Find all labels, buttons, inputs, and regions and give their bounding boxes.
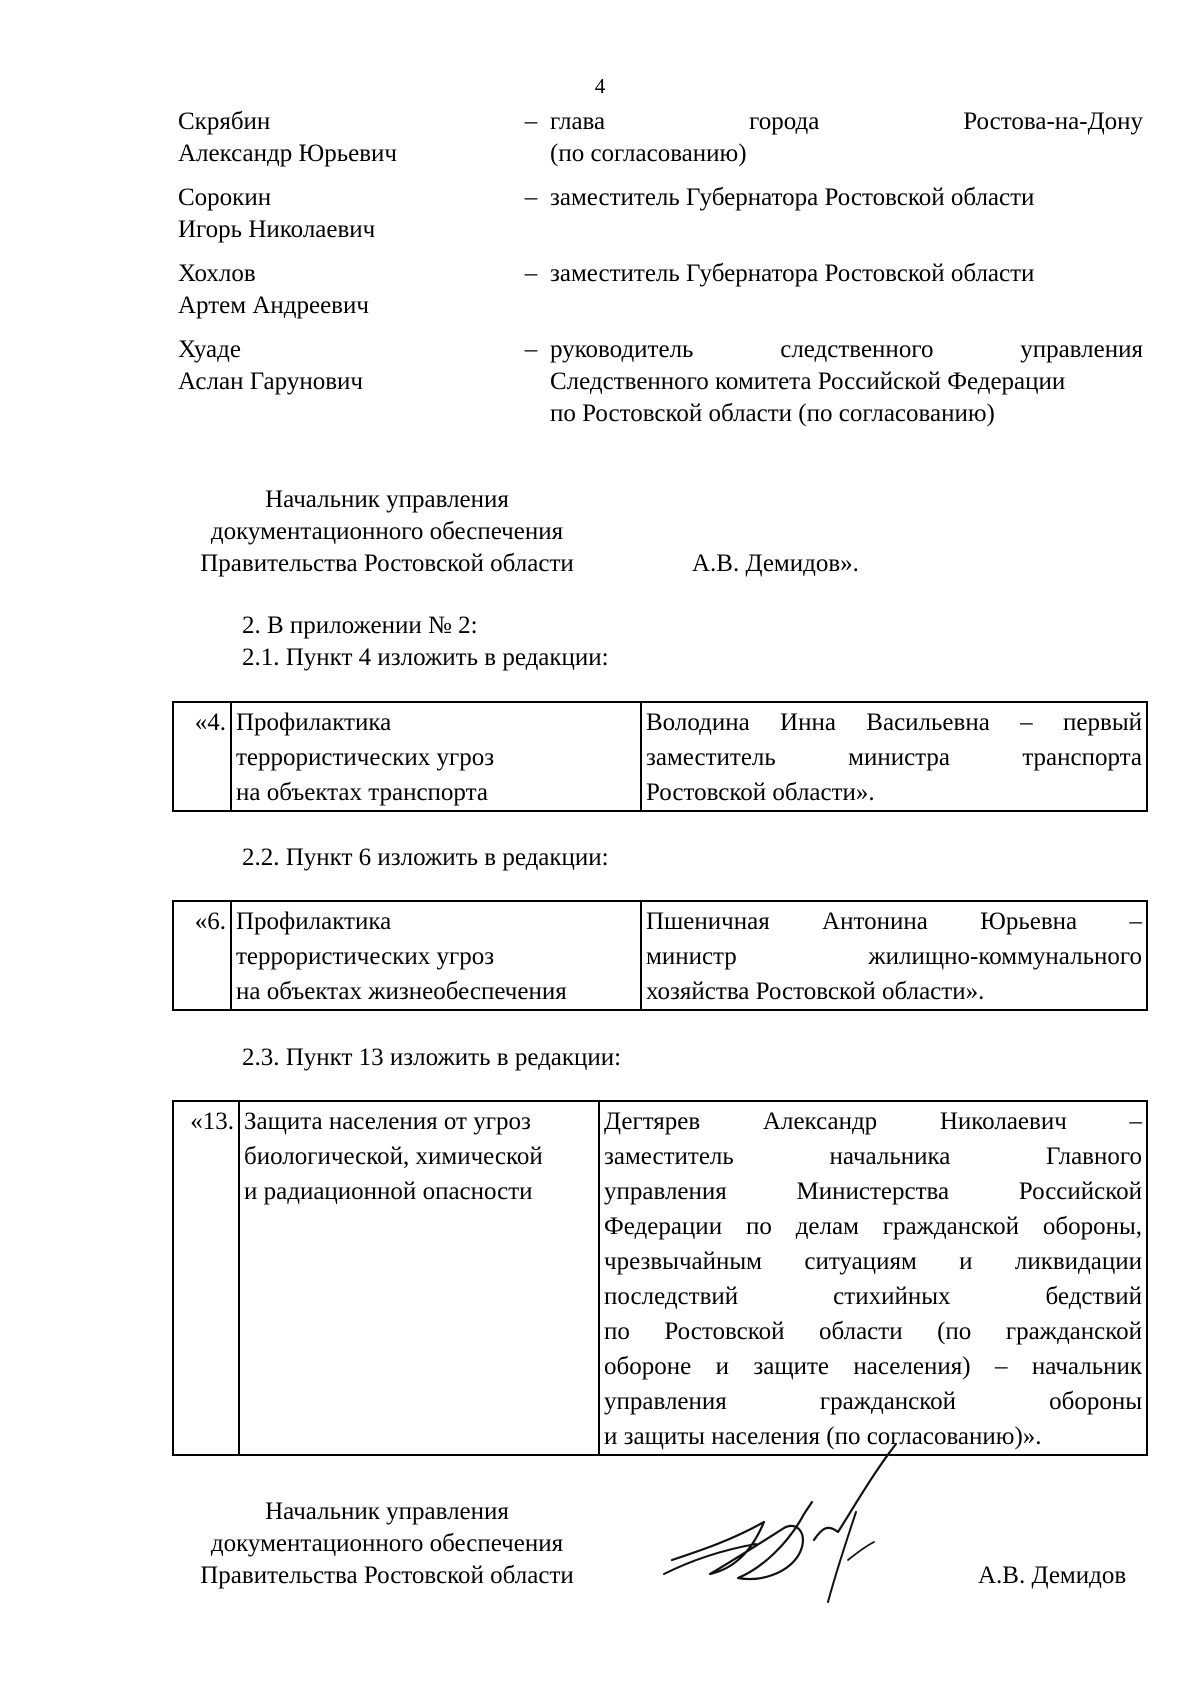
- member-name: [178, 334, 508, 398]
- topic-line: на объектах жизнеобеспечения: [236, 978, 567, 1005]
- role-line: руководитель следственного управления: [550, 336, 1143, 363]
- resp-line: Ростовской области».: [646, 779, 875, 806]
- item-topic: [239, 1101, 599, 1455]
- sig-title-line: Правительства Ростовской области: [200, 1562, 574, 1589]
- paragraph-2-1: 2.1. Пункт 4 изложить в редакции:: [242, 644, 609, 671]
- resp-line: управления Министерства Российской: [604, 1178, 1142, 1205]
- member-given-name: Артем Андреевич: [178, 292, 369, 319]
- member-given-name: Аслан Гарунович: [178, 368, 363, 395]
- member-surname: Скрябин: [178, 108, 271, 135]
- item-number: «6.: [173, 901, 231, 1010]
- dash: –: [524, 260, 538, 287]
- sig-title-line: Правительства Ростовской области: [200, 550, 574, 577]
- handwritten-signature: [652, 1432, 922, 1612]
- member-role: [550, 334, 1143, 430]
- sig-title-line: Начальник управления: [265, 486, 509, 513]
- topic-line: на объектах транспорта: [236, 779, 488, 806]
- role-line: глава города Ростова-на-Дону: [550, 108, 1143, 135]
- resp-line: хозяйства Ростовской области».: [646, 978, 985, 1005]
- resp-line: Пшеничная Антонина Юрьевна –: [646, 908, 1142, 935]
- item-responsible: [641, 702, 1147, 811]
- role-line: по Ростовской области (по согласованию): [550, 400, 995, 427]
- item-number: «4.: [173, 702, 231, 811]
- item-table-13: [172, 1100, 1148, 1456]
- member-name: [178, 182, 508, 246]
- signatory-name: А.В. Демидов».: [692, 550, 859, 577]
- item-responsible: [641, 901, 1147, 1010]
- dash: –: [524, 108, 538, 135]
- topic-line: и радиационной опасности: [244, 1178, 533, 1205]
- item-number: «13.: [173, 1101, 239, 1455]
- item-responsible: [599, 1101, 1147, 1455]
- topic-line: террористических угроз: [236, 744, 495, 771]
- member-role: [550, 258, 1143, 290]
- dash: –: [524, 336, 538, 363]
- member-name: [178, 258, 508, 322]
- member-name: [178, 106, 508, 170]
- resp-line: и защиты населения (по согласованию)».: [604, 1423, 1042, 1450]
- member-role: [550, 182, 1143, 214]
- item-table-4: [172, 701, 1148, 812]
- topic-line: биологической, химической: [244, 1143, 543, 1170]
- member-surname: Хохлов: [178, 260, 256, 287]
- signature-block-title: [172, 484, 602, 580]
- resp-line: управления гражданской обороны: [604, 1388, 1142, 1415]
- resp-line: министр жилищно-коммунального: [646, 943, 1142, 970]
- resp-line: Дегтярев Александр Николаевич –: [604, 1108, 1142, 1135]
- item-topic: [231, 901, 641, 1010]
- role-line: заместитель Губернатора Ростовской области: [550, 260, 1035, 287]
- paragraph-2-2: 2.2. Пункт 6 изложить в редакции:: [242, 844, 609, 871]
- topic-line: Профилактика: [236, 908, 392, 935]
- resp-line: Володина Инна Васильевна – первый: [646, 709, 1142, 736]
- member-given-name: Игорь Николаевич: [178, 216, 376, 243]
- dash: –: [524, 184, 538, 211]
- role-line: (по согласованию): [550, 140, 747, 167]
- page-number: 4: [594, 74, 606, 98]
- paragraph-2-3: 2.3. Пункт 13 изложить в редакции:: [242, 1044, 622, 1071]
- sig-title-line: документационного обеспечения: [210, 518, 564, 545]
- topic-line: террористических угроз: [236, 943, 495, 970]
- member-given-name: Александр Юрьевич: [178, 140, 397, 167]
- resp-line: заместитель начальника Главного: [604, 1143, 1142, 1170]
- item-topic: [231, 702, 641, 811]
- member-row: [178, 258, 1143, 328]
- section-heading: 2. В приложении № 2:: [242, 612, 478, 639]
- resp-line: чрезвычайным ситуациям и ликвидации: [604, 1248, 1142, 1275]
- resp-line: последствий стихийных бедствий: [604, 1283, 1142, 1310]
- role-line: Следственного комитета Российской Федерации: [550, 368, 1066, 395]
- member-row: [178, 182, 1143, 252]
- resp-line: Федерации по делам гражданской обороны,: [604, 1213, 1142, 1240]
- item-table-6: [172, 900, 1148, 1011]
- resp-line: обороне и защите населения) – начальник: [604, 1353, 1142, 1380]
- signatory-name: А.В. Демидов: [978, 1562, 1127, 1589]
- resp-line: заместитель министра транспорта: [646, 744, 1142, 771]
- signature-block-title: [172, 1496, 602, 1592]
- member-role: [550, 106, 1143, 170]
- member-surname: Хуаде: [178, 336, 241, 363]
- topic-line: Профилактика: [236, 709, 392, 736]
- role-line: заместитель Губернатора Ростовской области: [550, 184, 1035, 211]
- member-row: [178, 334, 1143, 434]
- member-row: [178, 106, 1143, 176]
- sig-title-line: Начальник управления: [265, 1498, 509, 1525]
- topic-line: Защита населения от угроз: [244, 1108, 531, 1135]
- resp-line: по Ростовской области (по гражданской: [604, 1318, 1142, 1345]
- sig-title-line: документационного обеспечения: [210, 1530, 564, 1557]
- member-surname: Сорокин: [178, 184, 272, 211]
